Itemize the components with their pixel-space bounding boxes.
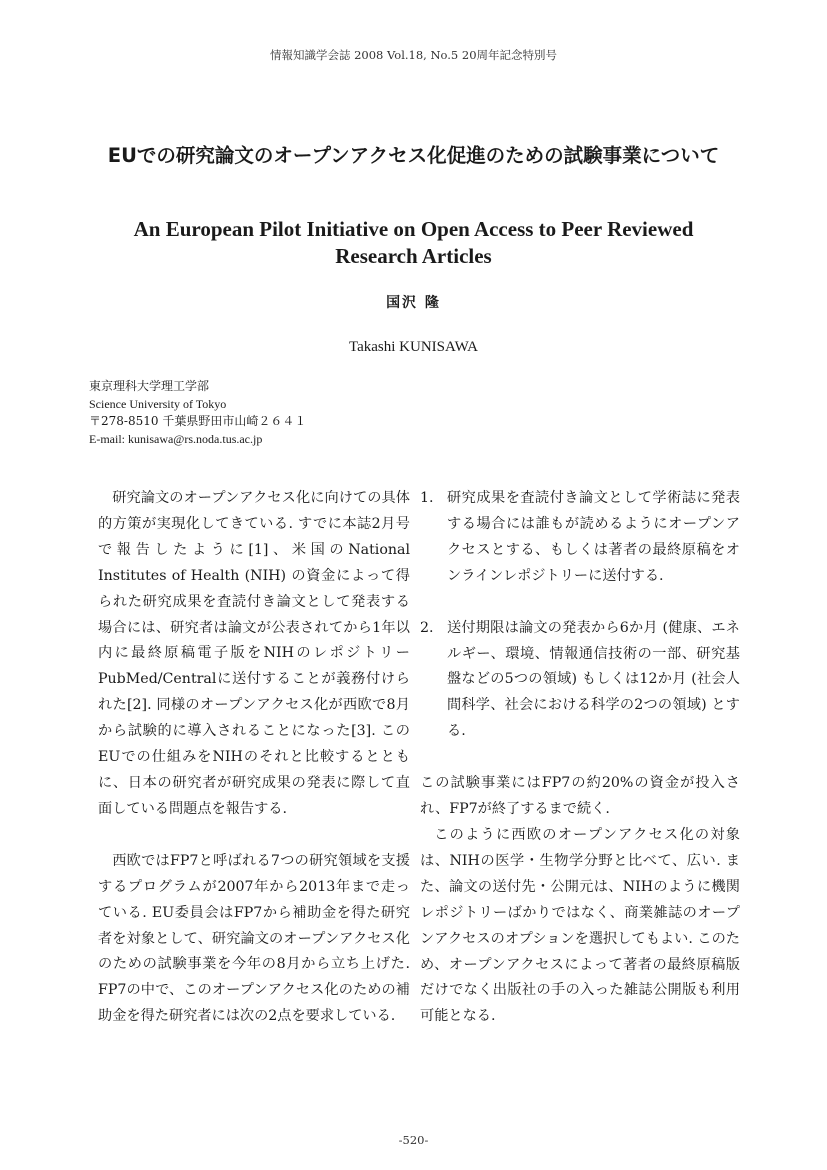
- body-paragraph: 研究論文のオープンアクセス化に向けての具体的方策が実現化してきている. すでに本誌2月号で報告したように[1]、米国のNational Institutes of Health (NIH) の資金によって得られた研究成果を査読付き論文として発表する場合には、研究者は論文が公表されてから1年以内に最終原稿電子版をNIHのレポジトリーPubMed/Centralに送付することが義務付けられた[2]. 同様のオープンアクセス化が西欧で8月から試験的に導入されることになった[3]. このEUでの仕組みをNIHのそれと比較するとともに、日本の研究者が研究成果の発表に際して直面している問題点を報告する.: [98, 490, 410, 817]
- page-number: -520-: [398, 1133, 429, 1147]
- body-column-left: [98, 486, 410, 1030]
- list-item-number: 1.: [420, 490, 434, 506]
- title-japanese: EUでの研究論文のオープンアクセス化促進のための試験事業について: [107, 144, 720, 167]
- affiliation-university: Science University of Tokyo: [89, 396, 227, 411]
- list-item-text: 送付期限は論文の発表から6か月 (健康、エネルギー、環境、情報通信技術の一部、研究基盤などの5つの領域) もしくは12か月 (社会人間科学、社会における科学の2つの領域) とする.: [447, 619, 740, 740]
- list-item-number: 2.: [420, 619, 434, 636]
- affiliation-department: 東京理科大学理工学部: [89, 379, 210, 393]
- author-name-japanese: 国沢 隆: [386, 295, 441, 311]
- affiliation-address: 〒278-8510 千葉県野田市山崎２６４１: [89, 414, 307, 428]
- list-item-text: 研究成果を査読付き論文として学術誌に発表する場合には誰もが読めるようにオープンアクセスとする、もしくは著者の最終原稿をオンラインレポジトリーに送付する.: [447, 490, 740, 584]
- author-name-english: Takashi KUNISAWA: [349, 339, 478, 355]
- list-item: [420, 616, 740, 746]
- body-paragraph: 西欧ではFP7と呼ばれる7つの研究領域を支援するプログラムが2007年から2013年まで走っている. EU委員会はFP7から補助金を得た研究者を対象として、研究論文のオープンアクセス化のための試験事業を今年の8月から立ち上げた. FP7の中で、このオープンアクセス化のための補助金を得た研究者には次の2点を要求している.: [98, 852, 410, 1025]
- affiliation-email: E-mail: kunisawa@rs.noda.tus.ac.jp: [89, 431, 263, 446]
- body-paragraph: このように西欧のオープンアクセス化の対象は、NIHの医学・生物学分野と比べて、広い. また、論文の送付先・公開元は、NIHのように機関レポジトリーばかりではなく、商業雑誌のオープンアクセスのオプションを選択してもよい. このため、オープンアクセスによって著者の最終原稿版だけでなく出版社の手の入った雑誌公開版も利用可能となる.: [420, 826, 740, 1025]
- title-english: An European Pilot Initiative on Open Access to Peer Reviewed Research Articles: [133, 217, 694, 268]
- running-head: 情報知識学会誌 2008 Vol.18, No.5 20周年記念特別号: [269, 48, 558, 62]
- affiliation-block: [89, 378, 306, 448]
- body-paragraph: この試験事業にはFP7の約20%の資金が投入され、FP7が終了するまで続く.: [420, 775, 740, 818]
- body-column-right: [420, 486, 740, 1030]
- list-item: [420, 486, 740, 590]
